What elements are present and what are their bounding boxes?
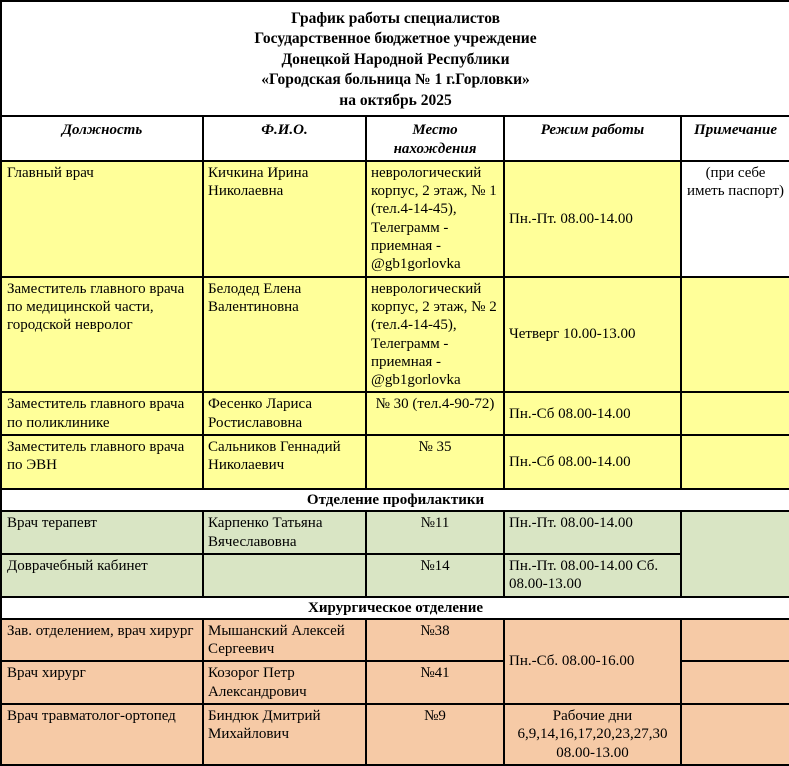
cell-name [203,554,366,597]
table-row-deputy-polyclinic [1,392,789,435]
title-line-5: на октябрь 2025 [339,91,452,109]
cell-position: Зав. отделением, врач хирург [1,619,203,662]
cell-schedule: Пн.-Пт. 08.00-14.00 [504,161,681,277]
section-title: Хирургическое отделение [1,597,789,619]
cell-note [681,661,789,704]
cell-schedule: Пн.-Сб 08.00-14.00 [504,392,681,435]
cell-position: Заместитель главного врача по ЭВН [1,435,203,489]
cell-schedule: Четверг 10.00-13.00 [504,277,681,393]
table-row-chief-doctor [1,161,789,277]
title-line-3: Донецкой Народной Республики [281,50,510,68]
cell-name: Карпенко Татьяна Вячеславовна [203,511,366,554]
section-title: Отделение профилактики [1,489,789,511]
cell-name: Кичкина Ирина Николаевна [203,161,366,277]
cell-note [681,435,789,489]
cell-schedule: Пн.-Сб. 08.00-16.00 [504,619,681,704]
cell-position: Врач травматолог-ортопед [1,704,203,765]
cell-name: Мышанский Алексей Сергеевич [203,619,366,662]
cell-note [681,277,789,393]
table-row-traumatologist [1,704,789,765]
title-line-2: Государственное бюджетное учреждение [254,30,537,48]
col-header-name: Ф.И.О. [203,116,366,161]
cell-position: Главный врач [1,161,203,277]
document-title [1,1,789,116]
cell-schedule: Пн.-Пт. 08.00-14.00 [504,511,681,554]
table-row-prenurse-cabinet [1,554,789,597]
cell-location: №9 [366,704,504,765]
cell-location: неврологический корпус, 2 этаж, № 2 (тел.4-14-45), Телеграмм - приемная - @gb1gorlovka [366,277,504,393]
cell-note: (при себе иметь паспорт) [681,161,789,277]
cell-note [681,619,789,662]
cell-position: Доврачебный кабинет [1,554,203,597]
cell-name: Биндюк Дмитрий Михайлович [203,704,366,765]
table-row-therapist [1,511,789,554]
cell-location: №14 [366,554,504,597]
col-header-schedule: Режим работы [504,116,681,161]
cell-schedule: Рабочие дни 6,9,14,16,17,20,23,27,30 08.00-13.00 [504,704,681,765]
cell-schedule: Пн.-Пт. 08.00-14.00 Сб. 08.00-13.00 [504,554,681,597]
section-header-row-prophylaxis [1,489,789,511]
cell-location: № 30 (тел.4-90-72) [366,392,504,435]
cell-location: №11 [366,511,504,554]
col-header-location: Место нахождения [366,116,504,161]
cell-name: Козорог Петр Александрович [203,661,366,704]
cell-position: Заместитель главного врача по поликлинике [1,392,203,435]
title-line-1: График работы специалистов [291,10,500,27]
cell-name: Белодед Елена Валентиновна [203,277,366,393]
table-row-deputy-medical [1,277,789,393]
table-row-deputy-evn [1,435,789,489]
cell-name: Сальников Геннадий Николаевич [203,435,366,489]
cell-location: неврологический корпус, 2 этаж, № 1 (тел.4-14-45), Телеграмм - приемная - @gb1gorlovka [366,161,504,277]
column-header-row [1,116,789,161]
cell-position: Врач терапевт [1,511,203,554]
title-row [1,1,789,116]
cell-location: №38 [366,619,504,662]
col-header-note: Примечание [681,116,789,161]
cell-position: Врач хирург [1,661,203,704]
cell-note [681,511,789,596]
table-row-surgery-head [1,619,789,662]
cell-name: Фесенко Лариса Ростиславовна [203,392,366,435]
cell-note [681,392,789,435]
cell-location: №41 [366,661,504,704]
cell-position: Заместитель главного врача по медицинской части, городской невролог [1,277,203,393]
cell-schedule: Пн.-Сб 08.00-14.00 [504,435,681,489]
col-header-position: Должность [1,116,203,161]
cell-note [681,704,789,765]
title-line-4: «Городская больница № 1 г.Горловки» [261,71,530,89]
section-header-row-surgery [1,597,789,619]
cell-location: № 35 [366,435,504,489]
